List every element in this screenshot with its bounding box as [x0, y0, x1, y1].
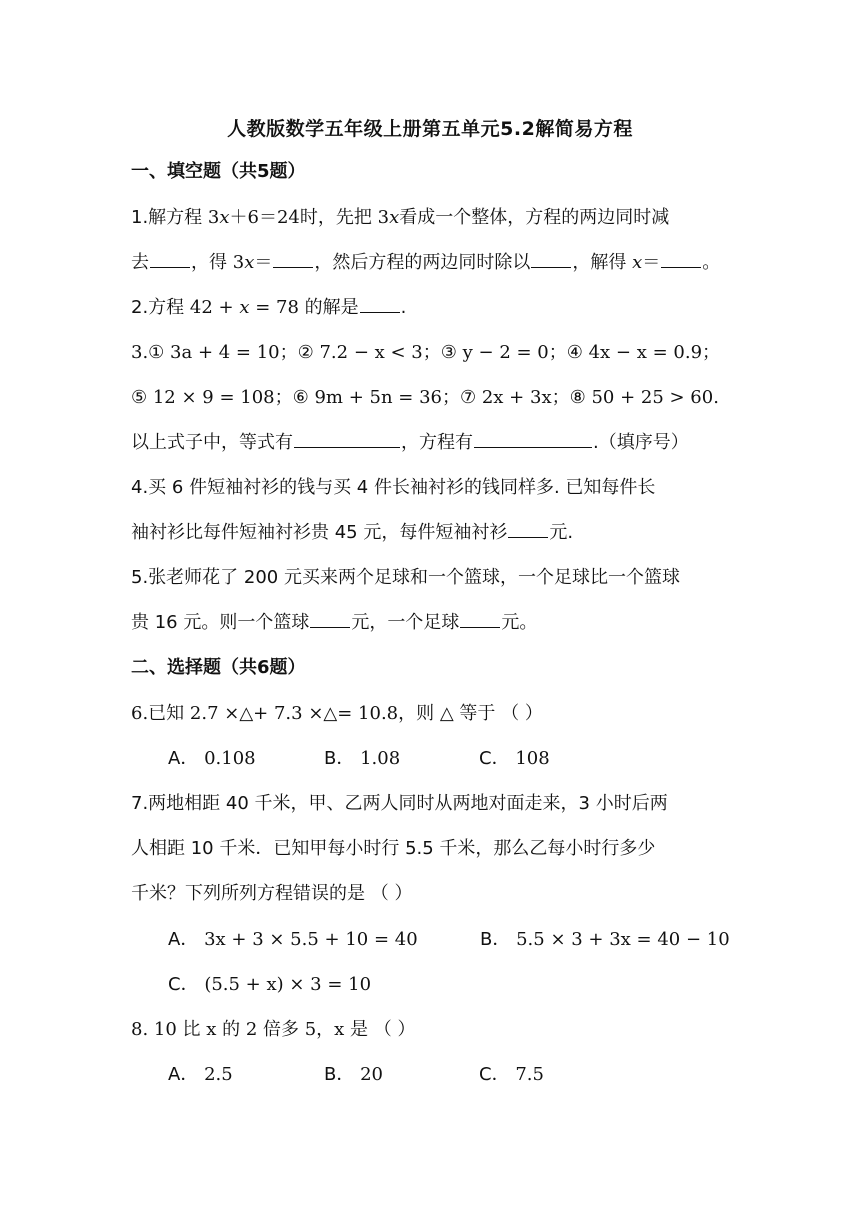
q6-option-b[interactable]: B． 1.08 — [324, 748, 401, 769]
question-3-line-1: 3.① 3a + 4 = 10；② 7.2 − x < 3；③ y − 2 = 0；④ 4x − x = 0.9； — [131, 342, 721, 363]
q8-option-c[interactable]: C． 7.5 — [479, 1064, 544, 1085]
question-7-line-3: 千米？下列所列方程错误的是 （ ） — [131, 883, 413, 904]
answer-blank-equations-unknown[interactable] — [474, 429, 592, 448]
question-1-line-2: 去 ，得 3x＝ ，然后方程的两边同时除以 ，解得 x＝ 。 — [131, 249, 731, 277]
q7-option-b[interactable]: B． 5.5 × 3 + 3x = 40 − 10 — [480, 929, 730, 950]
answer-blank[interactable] — [508, 519, 548, 538]
question-4-line-1: 4.买 6 件短袖衬衫的钱与买 4 件长袖衬衫的钱同样多. 已知每件长 — [131, 477, 656, 498]
question-7-line-1: 7.两地相距 40 千米，甲、乙两人同时从两地对面走来，3 小时后两 — [131, 793, 668, 814]
answer-blank[interactable] — [460, 609, 500, 628]
page-title: 人教版数学五年级上册第五单元5.2解简易方程 — [227, 118, 633, 140]
section-heading-fill-in: 一、填空题（共5题） — [131, 161, 306, 182]
q7-option-a[interactable]: A． 3x + 3 × 5.5 + 10 = 40 — [168, 929, 418, 950]
answer-blank[interactable] — [661, 249, 701, 268]
answer-blank[interactable] — [310, 609, 350, 628]
q8-option-b[interactable]: B． 20 — [324, 1064, 383, 1085]
answer-blank[interactable] — [531, 249, 571, 268]
answer-blank[interactable] — [360, 294, 400, 313]
question-3-line-3: 以上式子中，等式有 ，方程有 .（填序号） — [131, 429, 731, 457]
q8-option-a[interactable]: A． 2.5 — [168, 1064, 233, 1085]
question-8-stem: 8. 10 比 x 的 2 倍多 5，x 是 （ ） — [131, 1019, 416, 1040]
question-3-line-2: ⑤ 12 × 9 = 108；⑥ 9m + 5n = 36；⑦ 2x + 3x；⑧ 50 + 25 > 60. — [131, 387, 719, 408]
q7-option-c[interactable]: C． (5.5 + x) × 3 = 10 — [168, 974, 372, 995]
question-7-line-2: 人相距 10 千米．已知甲每小时行 5.5 千米，那么乙每小时行多少 — [131, 838, 656, 859]
question-2: 2.方程 42 + x = 78 的解是 . — [131, 294, 731, 322]
answer-blank[interactable] — [273, 249, 313, 268]
question-1-line-1: 1.解方程 3x＋6＝24时，先把 3x看成一个整体，方程的两边同时减 — [131, 207, 670, 228]
question-6-stem: 6.已知 2.7 ×△+ 7.3 ×△= 10.8，则 △ 等于 （ ） — [131, 703, 543, 724]
q6-option-c[interactable]: C． 108 — [479, 748, 550, 769]
question-4-line-2: 袖衬衫比每件短袖衬衫贵 45 元，每件短袖衬衫 元. — [131, 519, 731, 547]
answer-blank-equations[interactable] — [294, 429, 400, 448]
q6-option-a[interactable]: A． 0.108 — [168, 748, 256, 769]
question-5-line-2: 贵 16 元。则一个篮球 元，一个足球 元。 — [131, 609, 731, 637]
section-heading-choice: 二、选择题（共6题） — [131, 657, 306, 678]
question-5-line-1: 5.张老师花了 200 元买来两个足球和一个篮球，一个足球比一个篮球 — [131, 567, 680, 588]
answer-blank[interactable] — [150, 249, 190, 268]
